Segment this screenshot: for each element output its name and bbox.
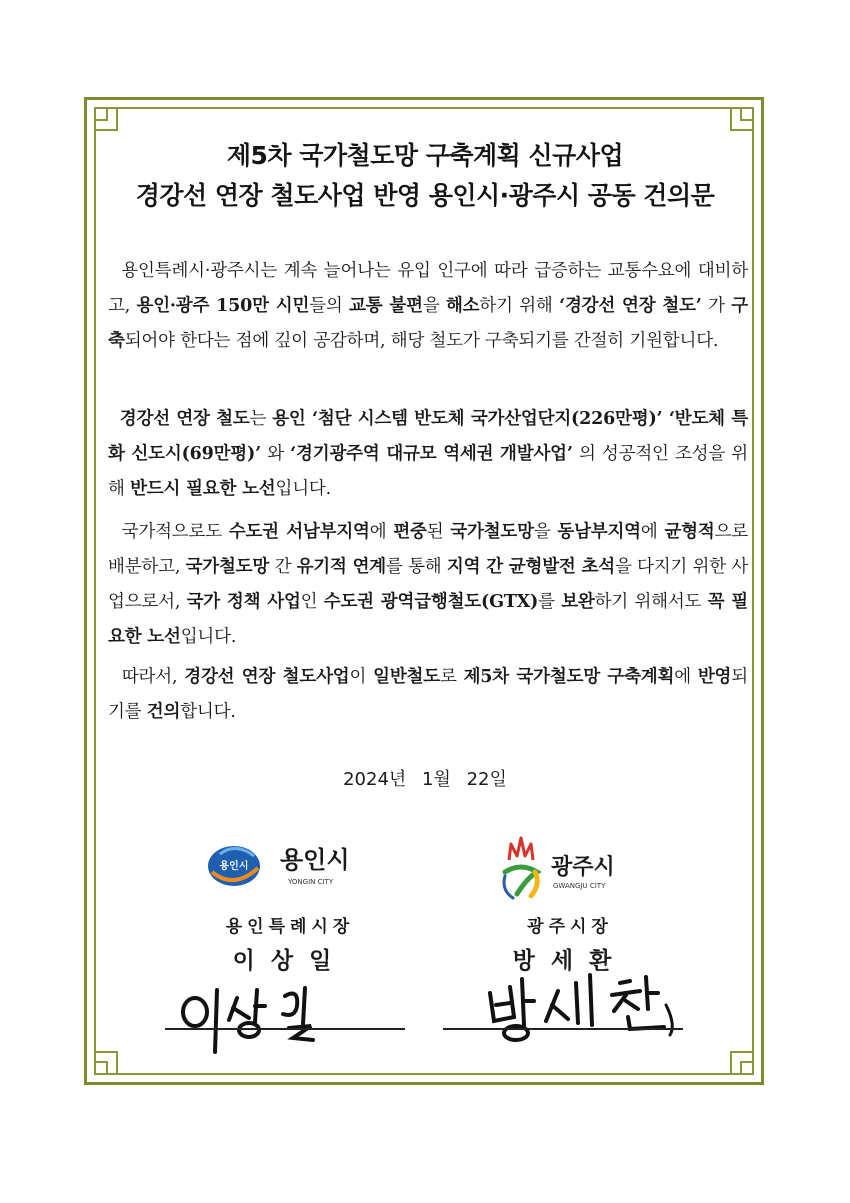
text-run: 하기 위해서도 <box>594 592 708 612</box>
paragraph-3 <box>108 515 748 655</box>
emphasis-run: 건의 <box>146 702 181 722</box>
gwangju-emblem-icon <box>497 832 647 904</box>
text-run: 이 <box>349 667 374 687</box>
emphasis-run: 국가철도망 <box>185 557 270 577</box>
emphasis-run: 지역 간 균형발전 초석 <box>446 557 615 577</box>
emphasis-run: 용인 ‘첨단 시스템 반도체 국가산업단지(226만평)’ ‘반도체 특화 신도시(69만평)’ <box>108 409 748 464</box>
signatory-right-title: 광주시장 <box>527 917 613 937</box>
emphasis-run: 꼭 필요한 노선 <box>108 592 748 647</box>
yongin-badge-text: 용인시 <box>219 861 249 872</box>
emphasis-run: 경강선 연장 철도사업 <box>184 667 350 687</box>
emphasis-run: 제5차 국가철도망 구축계획 <box>463 667 675 687</box>
document-title-line1: 제5차 국가철도망 구축계획 신규사업 <box>226 141 624 170</box>
text-run: 국가적으로도 <box>121 522 229 542</box>
signatory-left-name: 이상일 <box>232 948 348 974</box>
text-run: 는 <box>249 409 273 429</box>
emphasis-run: 일반철도 <box>373 667 440 687</box>
text-run: 용인특례시·광주시는 계속 늘어나는 유입 인구에 따라 급증하는 교통수요에 대비하고, <box>108 261 749 316</box>
paragraph-2 <box>108 402 748 507</box>
document-date: 2024년 1월 22일 <box>343 769 507 790</box>
text-run: 으로 배분하고, <box>108 522 748 577</box>
emphasis-run: ‘경기광주역 대규모 역세권 개발사업’ <box>290 444 573 464</box>
emphasis-run: 균형적 <box>664 522 715 542</box>
emphasis-run: 반드시 필요한 노선 <box>130 479 276 499</box>
corner-ornament-bottom-right <box>722 1043 752 1073</box>
signatory-left-title: 용인특례시장 <box>225 917 355 937</box>
emphasis-run: 해소 <box>445 296 480 316</box>
text-run: 입니다. <box>180 627 237 647</box>
emphasis-run: 편중 <box>393 522 427 542</box>
corner-ornament-top-right <box>722 109 752 139</box>
yongin-city-logo <box>206 838 386 894</box>
signature-line-right <box>443 1028 683 1030</box>
signature-line-left <box>165 1028 405 1030</box>
text-run: 을 <box>533 522 558 542</box>
text-run: 들의 <box>309 296 350 316</box>
corner-ornament-top-left <box>96 109 126 139</box>
text-run: 을 <box>422 296 446 316</box>
yongin-emblem-icon <box>206 838 386 894</box>
emphasis-run: ‘경강선 연장 철도’ <box>559 296 702 316</box>
text-run: 에 <box>369 522 394 542</box>
text-run: 되기를 <box>108 667 748 722</box>
text-run: 로 <box>439 667 464 687</box>
text-run: 간 <box>269 557 297 577</box>
text-run: 인 <box>300 592 324 612</box>
text-run: 되어야 한다는 점에 깊이 공감하며, 해당 철도가 구축되기를 간절히 기원합니다. <box>124 331 719 351</box>
gwangju-logo-name: 광주시 <box>551 855 615 880</box>
emphasis-run: 국가철도망 <box>450 522 534 542</box>
text-run: 따라서, <box>121 667 185 687</box>
emphasis-run: 수도권 서남부지역 <box>228 522 370 542</box>
emphasis-run: 국가 정책 사업 <box>186 592 301 612</box>
text-run: 를 통해 <box>386 557 447 577</box>
text-run: 와 <box>261 444 291 464</box>
text-run: 된 <box>426 522 451 542</box>
text-run: 에 <box>640 522 665 542</box>
text-run: 를 <box>538 592 562 612</box>
emphasis-run: 경강선 연장 철도 <box>119 409 250 429</box>
emphasis-run: 동남부지역 <box>557 522 641 542</box>
text-run: 가 <box>701 296 732 316</box>
text-run: 의 성공적인 조성을 위해 <box>108 444 749 499</box>
yongin-logo-name: 용인시 <box>280 846 350 874</box>
emphasis-run: 유기적 연계 <box>296 557 386 577</box>
document-title-line2: 경강선 연장 철도사업 반영 용인시·광주시 공동 건의문 <box>135 181 715 210</box>
emphasis-run: 용인·광주 150만 시민 <box>136 296 310 316</box>
emphasis-run: 보완 <box>561 592 595 612</box>
text-run: 합니다. <box>180 702 236 722</box>
signatory-right-name: 방세환 <box>512 948 628 974</box>
signature-right-handwritten <box>480 965 690 1045</box>
emphasis-run: 수도권 광역급행철도(GTX) <box>323 592 539 612</box>
emphasis-run: 구축 <box>108 296 748 351</box>
emphasis-run: 반영 <box>697 667 732 687</box>
text-run: 을 다지기 위한 사업으로서, <box>108 557 748 612</box>
gwangju-logo-sub: GWANGJU CITY <box>553 882 606 890</box>
signature-left-handwritten <box>165 978 365 1058</box>
paragraph-4 <box>108 660 748 730</box>
paragraph-1 <box>108 254 748 359</box>
text-run: 입니다. <box>275 479 331 499</box>
emphasis-run: 교통 불편 <box>349 296 423 316</box>
text-run: 에 <box>674 667 698 687</box>
corner-ornament-bottom-left <box>96 1043 126 1073</box>
gwangju-city-logo <box>497 832 647 904</box>
text-run: 하기 위해 <box>479 296 560 316</box>
yongin-logo-sub: YONGIN CITY <box>288 878 334 886</box>
